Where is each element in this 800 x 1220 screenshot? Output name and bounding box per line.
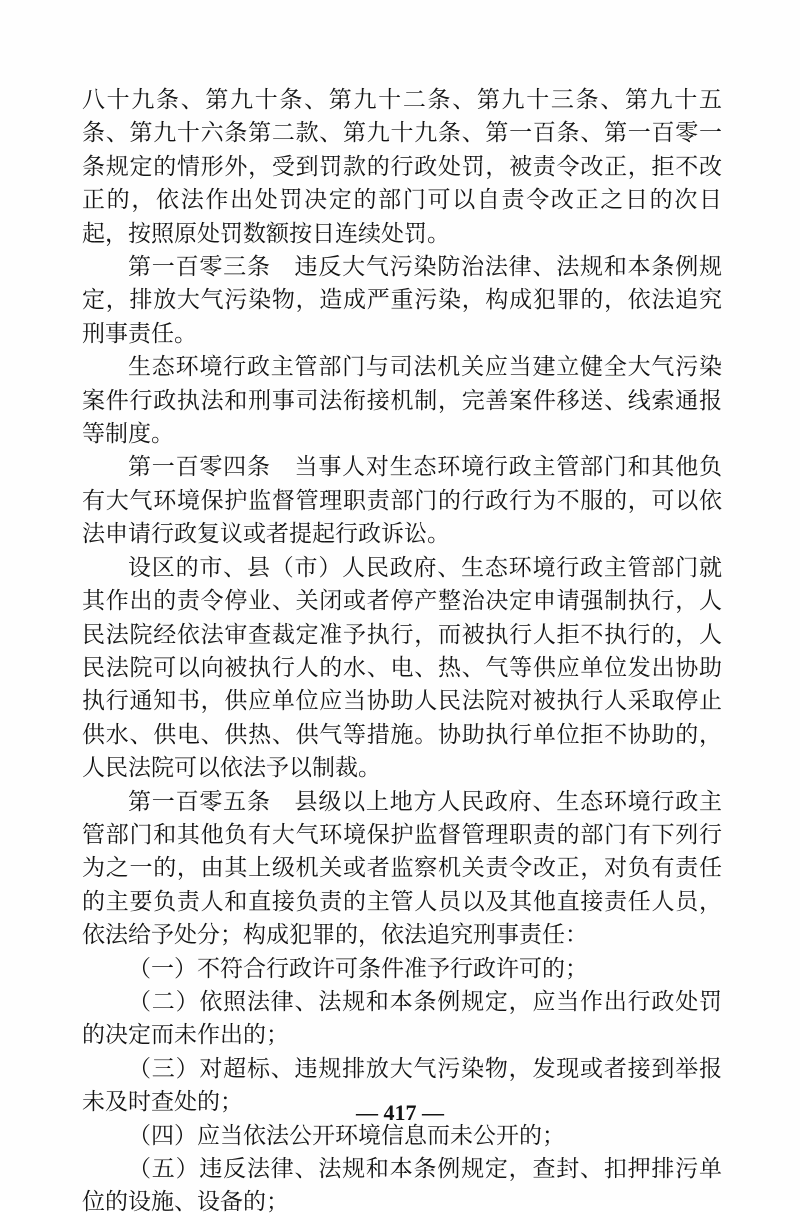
article-104-clause-2: 设区的市、县（市）人民政府、生态环境行政主管部门就其作出的责令停业、关闭或者停产整治决定申请强制执行，人民法院经依法审查裁定准予执行，而被执行人拒不执行的，人民法院可以向被执行人的水、电、热、气等供应单位发出协助执行通知书，供应单位应当协助人民法院对被执行人采取停止供水、供电、供热、供气等措施。协助执行单位拒不协助的，人民法院可以依法予以制裁。 [82, 554, 722, 782]
article-105-item-1: （一）不符合行政许可条件准予行政许可的； [128, 955, 588, 982]
article-105-item-2: （二）依照法律、法规和本条例规定，应当作出行政处罚的决定而未作出的； [82, 988, 722, 1049]
document-body [82, 84, 722, 1220]
article-105-item-5: （五）违反法律、法规和本条例规定，查封、扣押排污单位的设施、设备的； [82, 1156, 722, 1216]
article-105-item-3: （三）对超标、违规排放大气污染物，发现或者接到举报未及时查处的； [82, 1055, 722, 1116]
article-105: 第一百零五条 县级以上地方人民政府、生态环境行政主管部门和其他负有大气环境保护监督管理职责的部门有下列行为之一的，由其上级机关或者监察机关责令改正，对负有责任的主要负责人和直接负责的主管人员以及其他直接责任人员，依法给予处分；构成犯罪的，依法追究刑事责任： [82, 788, 722, 949]
page-number: — 417 — [356, 1100, 444, 1125]
article-104: 第一百零四条 当事人对生态环境行政主管部门和其他负有大气环境保护监督管理职责部门的行政行为不服的，可以依法申请行政复议或者提起行政诉讼。 [82, 454, 722, 548]
article-103: 第一百零三条 违反大气污染防治法律、法规和本条例规定，排放大气污染物，造成严重污染，构成犯罪的，依法追究刑事责任。 [82, 254, 722, 347]
article-105-item-4: （四）应当依法公开环境信息而未公开的； [128, 1122, 565, 1149]
paragraph-continuation: 八十九条、第九十条、第九十二条、第九十三条、第九十五条、第九十六条第二款、第九十九条、第一百条、第一百零一条规定的情形外，受到罚款的行政处罚，被责令改正，拒不改正的，依法作出处罚决定的部门可以自责令改正之日的次日起，按照原处罚数额按日连续处罚。 [82, 87, 722, 247]
article-103-clause-2: 生态环境行政主管部门与司法机关应当建立健全大气污染案件行政执法和刑事司法衔接机制，完善案件移送、线索通报等制度。 [82, 354, 722, 448]
